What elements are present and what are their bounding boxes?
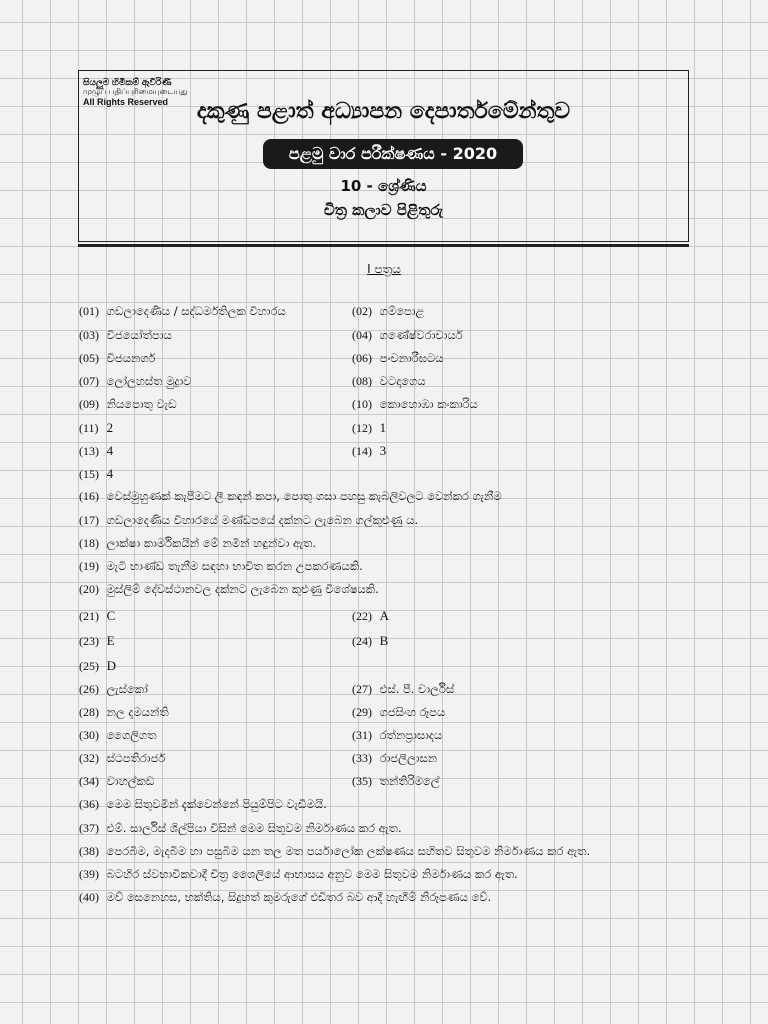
answer-text: 1 [379,420,387,435]
answer-number: (08) [352,374,372,388]
answer-item [352,351,444,366]
answer-text: මෙම සිතුවමින් දැක්වෙන්නේ පියුම්පිට වැඩීමයි. [106,797,327,811]
answer-text: රත්නප්‍රාසාදය [379,728,443,742]
answer-item [352,443,386,459]
answer-item [352,608,389,624]
answer-number: (11) [79,421,99,435]
answer-text: විජයනගර් [106,351,156,365]
answer-number: (27) [352,682,372,696]
answer-number: (32) [79,751,99,765]
answer-number: (20) [79,582,99,596]
answer-item [352,705,445,720]
answer-number: (28) [79,705,99,719]
answer-item [352,374,426,389]
answer-text: B [379,633,389,648]
answer-number: (07) [79,374,99,388]
answer-text: නල දමයන්ති [106,705,169,719]
answer-text: වාහල්කඩ [106,774,155,788]
answer-text: මැටි භාණ්ඩ තැනීම සඳහා භාවිත කරන උපකරණයකි. [106,559,363,573]
answer-item [79,682,148,697]
answer-item [79,420,113,436]
answer-number: (23) [79,634,99,648]
answer-item [79,890,491,905]
answer-item [79,774,154,789]
answer-number: (09) [79,397,99,411]
answer-item [79,751,165,766]
answer-item [352,328,463,343]
answer-text: ලාක්ෂා කාර්මිකයින් මේ නමින් හඳුන්වා ඇත. [106,536,317,550]
answer-number: (39) [79,867,99,881]
answer-item [352,774,440,789]
copyright-sinhala: සියලුම හිමිකම් ඇවිරිණි [83,77,172,87]
answer-text: තන්තිරිමලේ [379,774,440,788]
copyright-tamil: முழுப் பதிப்புரிமையுடையது [83,87,188,96]
answer-item [79,867,518,882]
answer-text: E [106,633,115,648]
answer-number: (15) [79,467,99,481]
answer-text: ගඩලාදෙණිය විහාරයේ මණ්ඩපයේ දක්නට ලැබෙන ගල්කුළුණු ය. [106,513,419,527]
answer-number: (16) [79,489,99,503]
answer-number: (06) [352,351,372,365]
answer-item [79,797,327,812]
answer-number: (34) [79,774,99,788]
answer-item [79,397,177,412]
answer-text: ගඩලාදෙණිය / සද්ධර්මතිලක විහාරය [106,304,286,318]
answer-item [352,633,388,649]
department-title: දකුණු පළාත් අධ්‍යාපන දෙපාර්තමේන්තුව [196,99,571,124]
answer-text: පෙරබිම, මැදබිම හා පසුබිම යන තල මත පර්යාලෝක ලක්ෂණය සහිතව සිතුවම නිර්මාණය කර ඇත. [106,844,591,858]
answer-text: 3 [379,443,387,458]
answer-item [79,374,192,389]
answer-number: (26) [79,682,99,696]
answer-item [352,397,478,412]
answer-text: ගෛලිගත [106,728,157,742]
exam-title: පළමු වාර පරීක්ෂණය - 2020 [263,139,523,169]
answer-number: (04) [352,328,372,342]
answer-number: (02) [352,304,372,318]
answer-item [79,466,113,482]
answer-text: ලැස්කෝ [106,682,148,696]
answer-number: (13) [79,444,99,458]
answer-item [79,705,169,720]
answer-number: (10) [352,397,372,411]
answer-number: (30) [79,728,99,742]
answer-item [79,608,115,624]
answer-number: (17) [79,513,99,527]
answer-text: නියපොතු වැඩ [106,397,177,411]
subject-label: චිත්‍ර කලාව පිළිතුරු [323,201,444,219]
answer-number: (01) [79,304,99,318]
answer-text: එස්. පී. චාර්ලිස් [379,682,455,696]
answer-item [79,513,418,528]
answer-item [79,728,157,743]
answer-number: (21) [79,609,99,623]
answer-number: (38) [79,844,99,858]
answer-text: 4 [106,466,114,481]
answer-text: 2 [106,420,114,435]
answer-number: (37) [79,821,99,835]
answer-number: (24) [352,634,372,648]
section-title: I පත්‍රය [367,262,401,276]
answer-item [79,582,379,597]
answer-item [352,420,386,436]
answer-item [352,728,442,743]
answer-number: (36) [79,797,99,811]
answer-item [352,304,424,319]
answer-text: වෙස්මුහුණක් කැපීමට ලී කඳන් කපා, පොතු ගසා පහසු කැබලිවලට වෙන්කර ගැනීම [106,489,502,503]
answer-item [79,443,113,459]
answer-item [79,658,116,674]
answer-text: විජයෝත්පාය [106,328,172,342]
answer-text: මව් සෙනෙහස, භක්තිය, සිදුහත් කුමරුගේ එඩිතර බව ආදී හැඟීම් නිරූපණය වේ. [106,890,492,904]
answer-item [79,328,172,343]
answer-text: A [379,608,390,623]
answer-text: ස්ථපතිරාජර් [106,751,166,765]
answer-item [79,559,363,574]
answer-text: ලෝලහස්ත මුද්‍රාව [106,374,192,388]
answer-item [352,682,454,697]
copyright-english: All Rights Reserved [83,97,169,107]
answer-number: (33) [352,751,372,765]
answer-item [79,351,156,366]
answer-item [79,633,115,649]
answer-item [79,489,502,504]
answer-number: (14) [352,444,372,458]
answer-text: කොහොඹා කංකාරිය [379,397,478,411]
answer-text: රාජලීලාසන [379,751,438,765]
answer-text: එම්. සාර්ලිස් ශිල්පියා විසින් මෙම සිතුවම නිර්මාණය කර ඇත. [106,821,402,835]
answer-number: (18) [79,536,99,550]
answer-item [79,536,316,551]
answer-item [79,304,286,319]
answer-number: (05) [79,351,99,365]
answer-item [352,751,437,766]
grade-label: 10 - ශ්‍රේණිය [340,177,427,195]
answer-text: ගජසිංහ රූපය [379,705,446,719]
answer-text: D [106,658,117,673]
answer-text: ගම්පොළ [379,304,425,318]
answer-number: (22) [352,609,372,623]
answer-text: බටහිර ස්වභාවිකවාදී චිත්‍ර ශෛලියේ ආභාසය අනුව මෙම සිතුවම නිර්මාණය කර ඇත. [106,867,518,881]
answer-number: (19) [79,559,99,573]
answer-number: (35) [352,774,372,788]
answer-number: (25) [79,659,99,673]
answer-number: (12) [352,421,372,435]
answer-item [79,821,402,836]
answer-number: (29) [352,705,372,719]
answer-text: මුස්ලිම් දේවස්ථානවල දක්නට ලැබෙන කුළුණු විශේෂයකි. [106,582,379,596]
answer-text: C [106,608,116,623]
answer-text: ගණේෂ්වරාචාර්ය [379,328,463,342]
answer-text: වටදාගෙය [379,374,426,388]
answer-number: (31) [352,728,372,742]
answer-number: (03) [79,328,99,342]
answer-text: පංචනාරීඝටය [379,351,444,365]
answer-item [79,844,590,859]
answer-text: 4 [106,443,114,458]
answer-number: (40) [79,890,99,904]
